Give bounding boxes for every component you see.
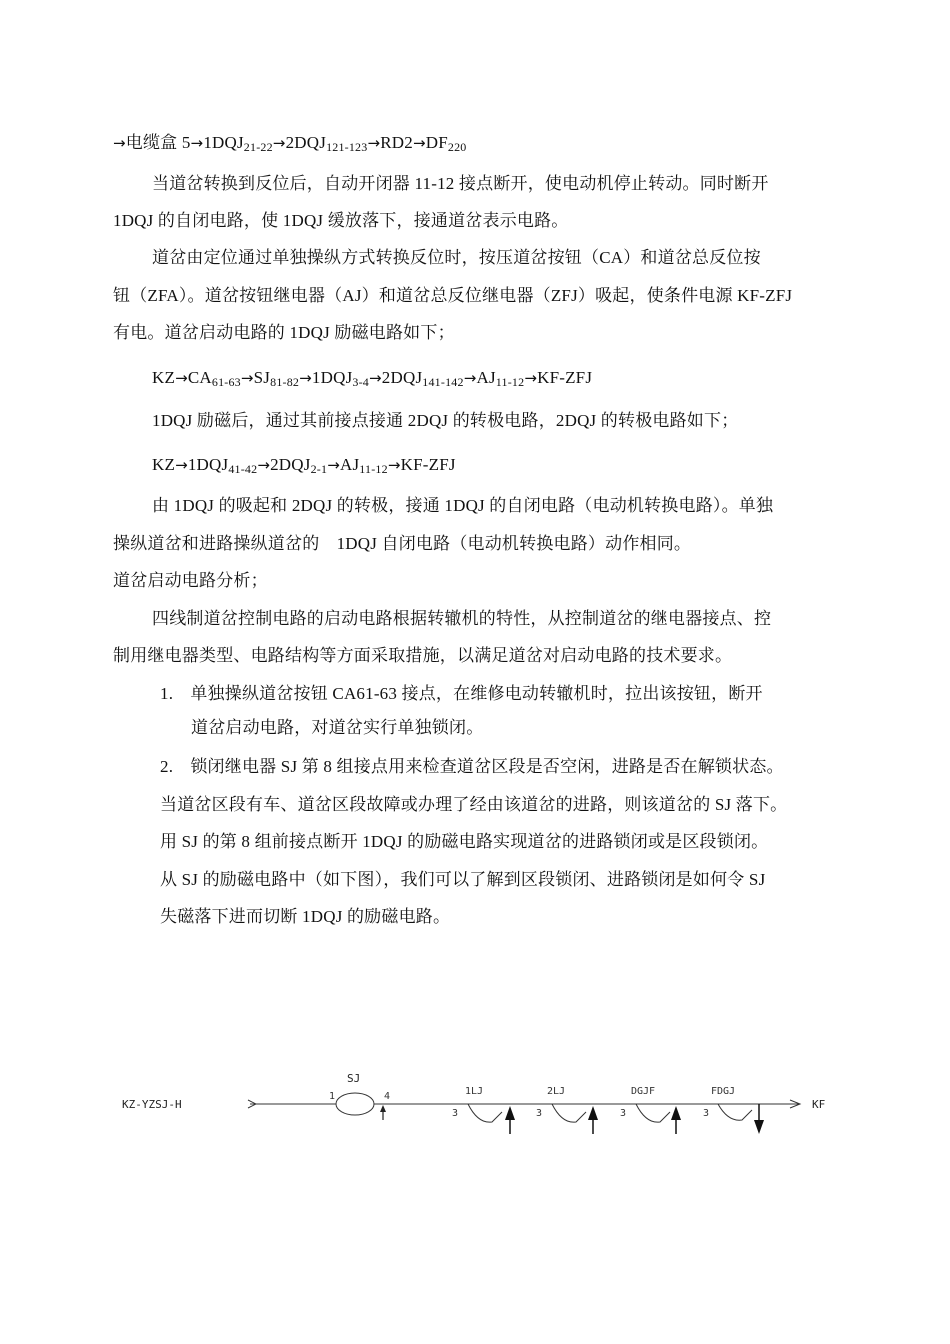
contact-spring xyxy=(636,1104,670,1122)
contact-pin: 3 xyxy=(536,1108,543,1119)
contact-spring xyxy=(718,1104,752,1120)
contact-pin: 3 xyxy=(452,1108,459,1119)
arrow-icon: → xyxy=(113,134,126,152)
section-heading: 道岔启动电路分析； xyxy=(113,571,268,590)
arrow-icon: → xyxy=(190,134,204,152)
list-item-continuation: 当道岔区段有车、道岔区段故障或办理了经由该道岔的进路，则该道岔的 SJ 落下。 xyxy=(160,795,788,814)
list-item-continuation: 失磁落下进而切断 1DQJ 的励磁电路。 xyxy=(160,907,451,926)
diagram-source-label: KZ-YZSJ-H xyxy=(122,1098,182,1111)
arrow-icon: → xyxy=(463,369,477,387)
list-item: 2. 锁闭继电器 SJ 第 8 组接点用来检查道岔区段是否空闲，进路是否在解锁状态。 xyxy=(160,757,784,776)
contact-label-1lj: 1LJ xyxy=(465,1086,484,1097)
arrow-down-icon xyxy=(754,1120,764,1134)
list-item-continuation: 道岔启动电路，对道岔实行单独锁闭。 xyxy=(191,718,484,737)
paragraph-line: 由 1DQJ 的吸起和 2DQJ 的转极，接通 1DQJ 的自闭电路（电动机转换电路）。单独 xyxy=(152,496,774,515)
paragraph-line: 四线制道岔控制电路的启动电路根据转辙机的特性，从控制道岔的继电器接点、控 xyxy=(152,609,772,628)
contact-spring xyxy=(468,1104,502,1122)
arrow-up-icon xyxy=(671,1106,681,1120)
list-item-continuation: 从 SJ 的励磁电路中（如下图），我们可以了解到区段锁闭、进路锁闭是如何令 SJ xyxy=(160,870,766,889)
arrow-icon: → xyxy=(524,369,538,387)
paragraph-line: 1DQJ 励磁后，通过其前接点接通 2DQJ 的转极电路，2DQJ 的转极电路如下； xyxy=(152,411,739,430)
arrow-icon: → xyxy=(272,134,286,152)
relay-label: SJ xyxy=(347,1072,361,1085)
paragraph-line: 当道岔转换到反位后，自动开闭器 11-12 接点断开，使电动机停止转动。同时断开 xyxy=(152,174,769,193)
arrow-icon: → xyxy=(257,456,271,474)
arrow-icon: → xyxy=(175,456,188,474)
arrow-icon: → xyxy=(369,369,382,387)
arrow-icon: → xyxy=(240,369,254,387)
contact-pin: 3 xyxy=(620,1108,627,1119)
circuit-path-line-1: →电缆盒 $5\to 1DQJ_{21-22}\to 2DQJ_{121-123}\to RD2\to DF_{220}$ xyxy=(113,133,467,154)
arrow-up-icon xyxy=(588,1106,598,1120)
contact-label-dgjf: DGJF xyxy=(631,1086,656,1097)
arrow-icon: → xyxy=(175,369,188,387)
paragraph-line: 有电。道岔启动电路的 1DQJ 励磁电路如下； xyxy=(113,323,455,342)
paragraph-line: 钮（ZFA）。道岔按钮继电器（AJ）和道岔总反位继电器（ZFJ）吸起，使条件电源 KF-ZFJ xyxy=(113,286,793,305)
sj-circuit-diagram xyxy=(100,1060,860,1150)
paragraph-line: 1DQJ 的自闭电路，使 1DQJ 缓放落下，接通道岔表示电路。 xyxy=(113,211,569,230)
contact-label-fdgj: FDGJ xyxy=(711,1086,736,1097)
paragraph-line: 制用继电器类型、电路结构等方面采取措施，以满足道岔对启动电路的技术要求。 xyxy=(113,646,733,665)
relay-pin-left: 1 xyxy=(329,1091,336,1102)
arrow-icon: → xyxy=(299,369,312,387)
relay-pin-right: 4 xyxy=(384,1091,391,1102)
arrow-icon: → xyxy=(327,456,340,474)
arrow-icon: → xyxy=(387,456,401,474)
list-item-continuation: 用 SJ 的第 8 组前接点断开 1DQJ 的励磁电路实现道岔的进路锁闭或是区段锁闭。 xyxy=(160,832,769,851)
circuit-path-line-3: $KZ\to 1DQJ_{41-42}\to 2DQJ_{2-1}\to AJ_{11-12}\to KF$-ZFJ xyxy=(152,455,456,476)
relay-coil xyxy=(336,1093,374,1115)
arrow-icon: → xyxy=(412,134,426,152)
list-item: 1. 单独操纵道岔按钮 CA61-63 接点，在维修电动转辙机时，拉出该按钮，断开 xyxy=(160,684,763,703)
diagram-sink-label: KF xyxy=(812,1098,826,1111)
arrow-up-icon xyxy=(505,1106,515,1120)
contact-pin: 3 xyxy=(703,1108,710,1119)
circuit-path-line-2: $KZ\to CA_{61-63}\to SJ_{81-82}\to 1DQJ_{3-4}\to 2DQJ_{141-142}\to AJ_{11-12}\to KF$-ZFJ xyxy=(152,368,593,389)
arrow-icon: → xyxy=(367,134,381,152)
contact-spring xyxy=(552,1104,586,1122)
contact-label-2lj: 2LJ xyxy=(547,1086,566,1097)
paragraph-line: 操纵道岔和进路操纵道岔的 1DQJ 自闭电路（电动机转换电路）动作相同。 xyxy=(113,534,692,553)
arrow-up-icon xyxy=(380,1105,386,1112)
paragraph-line: 道岔由定位通过单独操纵方式转换反位时，按压道岔按钮（CA）和道岔总反位按 xyxy=(152,248,761,267)
